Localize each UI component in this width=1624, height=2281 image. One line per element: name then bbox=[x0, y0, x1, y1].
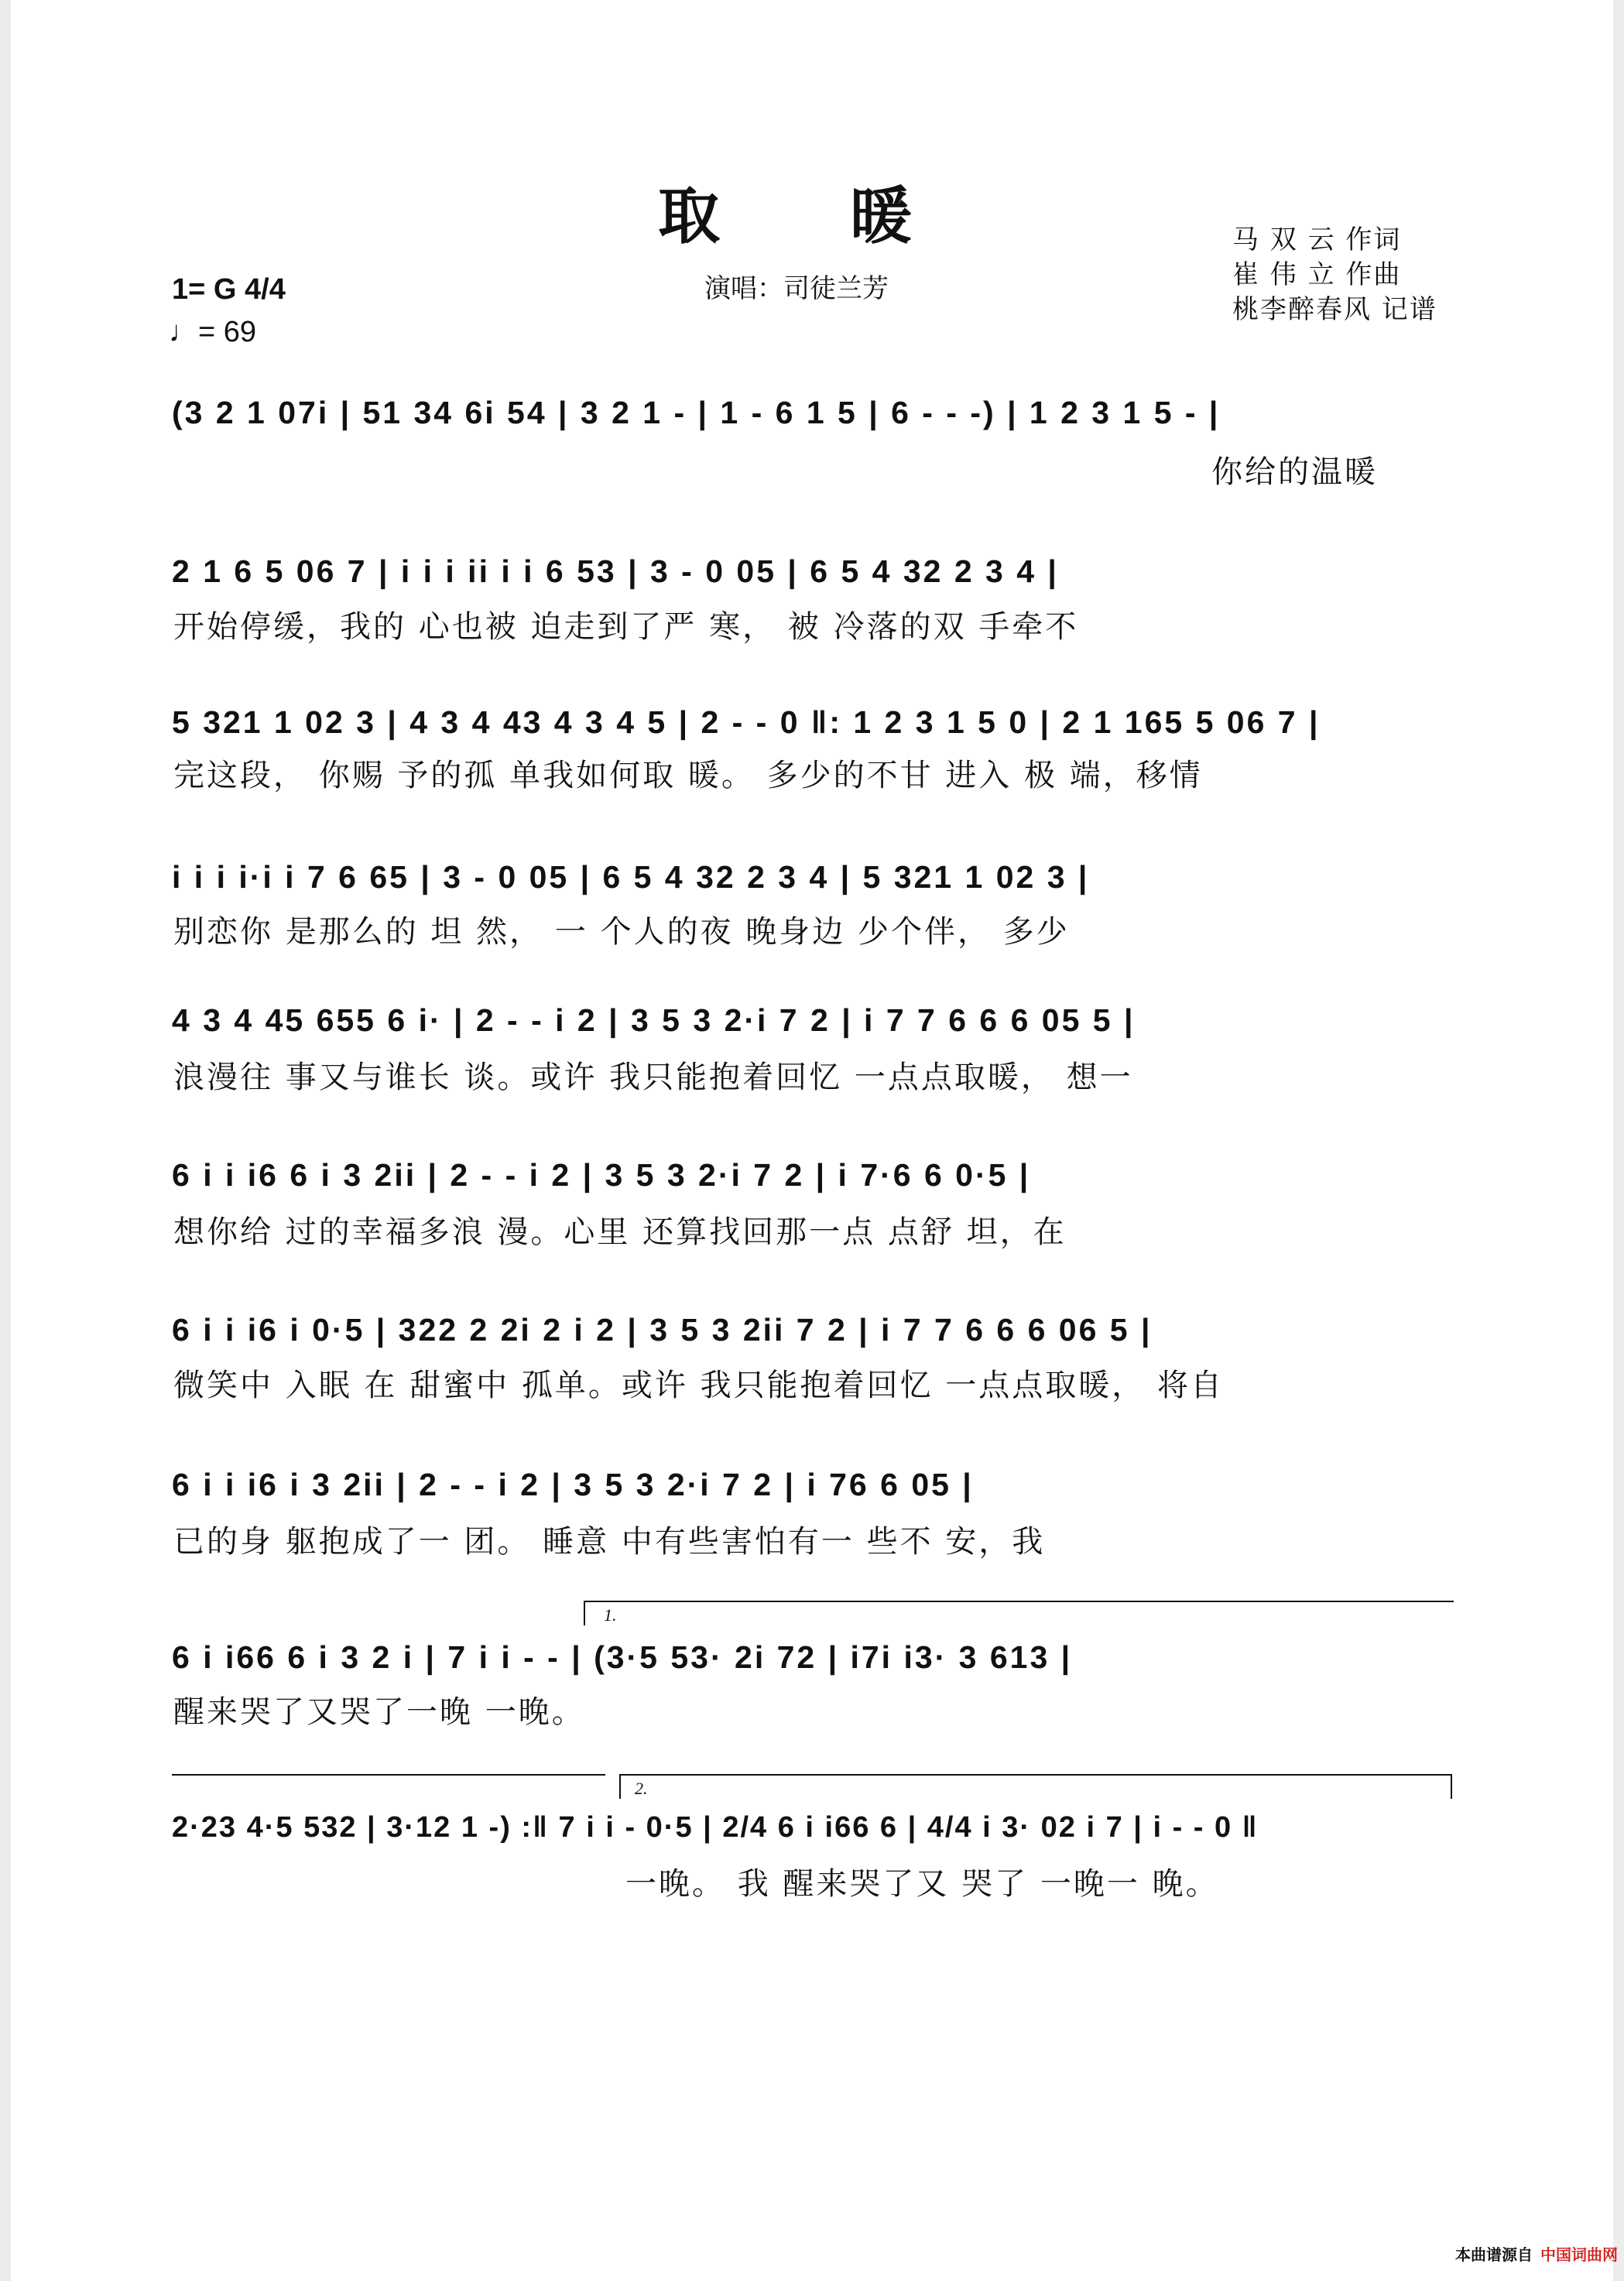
lyrics-line-3: 完这段， 你赐 予的孤 单我如何取 暖。 多少的不甘 进入 极 端，移情 bbox=[173, 758, 1203, 793]
composer-credit: 崔 伟 立 作曲 bbox=[1232, 259, 1402, 290]
notation-line-3: 5 321 1 02 3 | 4 3 4 43 4 3 4 5 | 2 - - 0 ‖: 1 2 3 1 5 0 | 2 1 165 5 06 7 | bbox=[172, 704, 1321, 740]
left-edge-strip bbox=[0, 0, 11, 2281]
lyrics-line-1: 你给的温暖 bbox=[1211, 454, 1378, 490]
footer-source-label: 本曲谱源自 bbox=[1455, 2245, 1533, 2264]
song-title: 取 暖 bbox=[658, 180, 966, 252]
lyrics-line-9: 醒来哭了又哭了一晚 一晚。 bbox=[173, 1694, 585, 1730]
second-ending-label: 2. bbox=[635, 1779, 648, 1798]
notation-line-1: (3 2 1 07i | 51 34 6i 54 | 3 2 1 - | 1 - 6 1 5 | 6 - - -) | 1 2 3 1 5 - | bbox=[172, 395, 1221, 430]
notation-line-10: 2·23 4·5 532 | 3·12 1 -) :‖ 7 i i - 0·5 | 2/4 6 i i66 6 | 4/4 i 3· 02 i 7 | i - - 0 ‖ bbox=[172, 1811, 1259, 1844]
lyrics-line-7: 微笑中 入眠 在 甜蜜中 孤单。或许 我只能抱着回忆 一点点取暖， 将自 bbox=[173, 1368, 1225, 1403]
notation-line-6: 6 i i i6 6 i 3 2ii | 2 - - i 2 | 3 5 3 2·i 7 2 | i 7·6 6 0·5 | bbox=[172, 1157, 1031, 1193]
lyrics-line-6: 想你给 过的幸福多浪 漫。心里 还算找回那一点 点舒 坦，在 bbox=[173, 1214, 1067, 1250]
lyrics-line-10: 一晚。 我 醒来哭了又 哭了 一晚一 晚。 bbox=[625, 1866, 1219, 1902]
key-signature: 1= G 4/4 bbox=[172, 273, 286, 306]
right-edge-strip bbox=[1613, 0, 1624, 2281]
notation-line-9: 6 i i66 6 i 3 2 i | 7 i i - - | (3·5 53· 2i 72 | i7i i3· 3 613 | bbox=[172, 1639, 1073, 1675]
lyrics-line-5: 浪漫往 事又与谁长 谈。或许 我只能抱着回忆 一点点取暖， 想一 bbox=[173, 1060, 1133, 1095]
notation-line-5: 4 3 4 45 655 6 i· | 2 - - i 2 | 3 5 3 2·i 7 2 | i 7 7 6 6 6 05 5 | bbox=[172, 1002, 1136, 1038]
notation-line-8: 6 i i i6 i 3 2ii | 2 - - i 2 | 3 5 3 2·i 7 2 | i 76 6 05 | bbox=[172, 1467, 974, 1502]
notation-line-7: 6 i i i6 i 0·5 | 322 2 2i 2 i 2 | 3 5 3 2ii 7 2 | i 7 7 6 6 6 06 5 | bbox=[172, 1312, 1153, 1348]
first-ending-continuation bbox=[172, 1774, 605, 1776]
first-ending-bracket bbox=[584, 1601, 1454, 1625]
transcriber-credit: 桃李醉春风 记谱 bbox=[1232, 294, 1437, 325]
footer-site-name[interactable]: 中国词曲网 bbox=[1540, 2245, 1618, 2264]
second-ending-bracket bbox=[619, 1774, 1452, 1799]
first-ending-label: 1. bbox=[604, 1605, 617, 1625]
lyrics-line-4: 别恋你 是那么的 坦 然， 一 个人的夜 晚身边 少个伴， 多少 bbox=[173, 914, 1070, 950]
lyrics-line-2: 开始停缓，我的 心也被 迫走到了严 寒， 被 冷落的双 手牵不 bbox=[173, 609, 1079, 645]
tempo-marking: ♩= 69 bbox=[169, 316, 257, 348]
lyricist-credit: 马 双 云 作词 bbox=[1232, 224, 1402, 255]
notation-line-2: 2 1 6 5 06 7 | i i i ii i i 6 53 | 3 - 0 05 | 6 5 4 32 2 3 4 | bbox=[172, 553, 1059, 589]
lyrics-line-8: 已的身 躯抱成了一 团。 睡意 中有些害怕有一 些不 安，我 bbox=[173, 1524, 1046, 1560]
notation-line-4: i i i i·i i 7 6 65 | 3 - 0 05 | 6 5 4 32 2 3 4 | 5 321 1 02 3 | bbox=[172, 859, 1090, 895]
singer-credit: 演唱：司徒兰芳 bbox=[704, 273, 889, 304]
